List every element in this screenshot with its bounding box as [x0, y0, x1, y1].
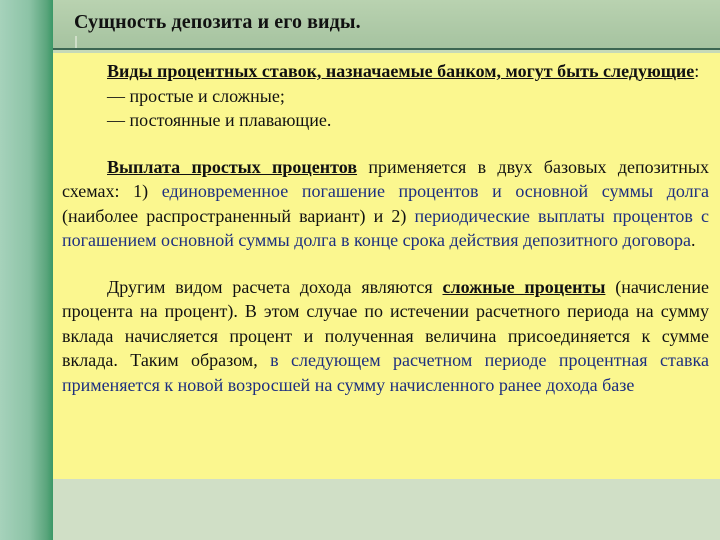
- rate-types-heading: Виды процентных ставок, назначаемые банком, могут быть следующие: [107, 61, 695, 81]
- paragraph-compound-interest: [62, 275, 709, 398]
- compound-interest-text-2: (начисление процента на процент). В этом случае по истечении расчетного периода на сумму вклада начисляется процент и полученная величина присоединяется к сумме вклада. Таким образом,: [62, 276, 709, 370]
- simple-interest-scheme-2: периодические выплаты процентов с погашением основной суммы долга в конце срока действия депозитного договора: [62, 205, 709, 250]
- simple-interest-text-1: применяется в двух базовых депозитных схемах: 1): [62, 156, 709, 201]
- compound-interest-heading: сложные проценты: [442, 276, 606, 297]
- slide-body: [62, 59, 709, 397]
- paragraph-rate-types: [62, 59, 709, 84]
- list-item: — простые и сложные;: [107, 85, 285, 106]
- title-bar: [53, 0, 720, 50]
- simple-interest-text-2: (наиболее распространенный вариант) и 2): [62, 205, 415, 226]
- simple-interest-heading: Выплата простых процентов: [107, 156, 358, 177]
- content-panel: [53, 53, 720, 479]
- paragraph-simple-interest: [62, 155, 709, 253]
- compound-interest-text-1: Другим видом расчета дохода являются: [107, 276, 443, 297]
- left-decorative-strip: [0, 0, 53, 540]
- compound-interest-definition: в следующем расчетном периоде процентная ставка применяется к новой возросшей на сумму начисленного ранее дохода базе: [62, 350, 709, 395]
- rate-types-colon: :: [694, 61, 700, 81]
- list-item: — постоянные и плавающие.: [107, 110, 332, 130]
- page-title: Сущность депозита и его виды.: [74, 11, 361, 33]
- simple-interest-text-3: .: [691, 230, 696, 250]
- simple-interest-scheme-1: единовременное погашение процентов и основной суммы долга: [161, 181, 709, 201]
